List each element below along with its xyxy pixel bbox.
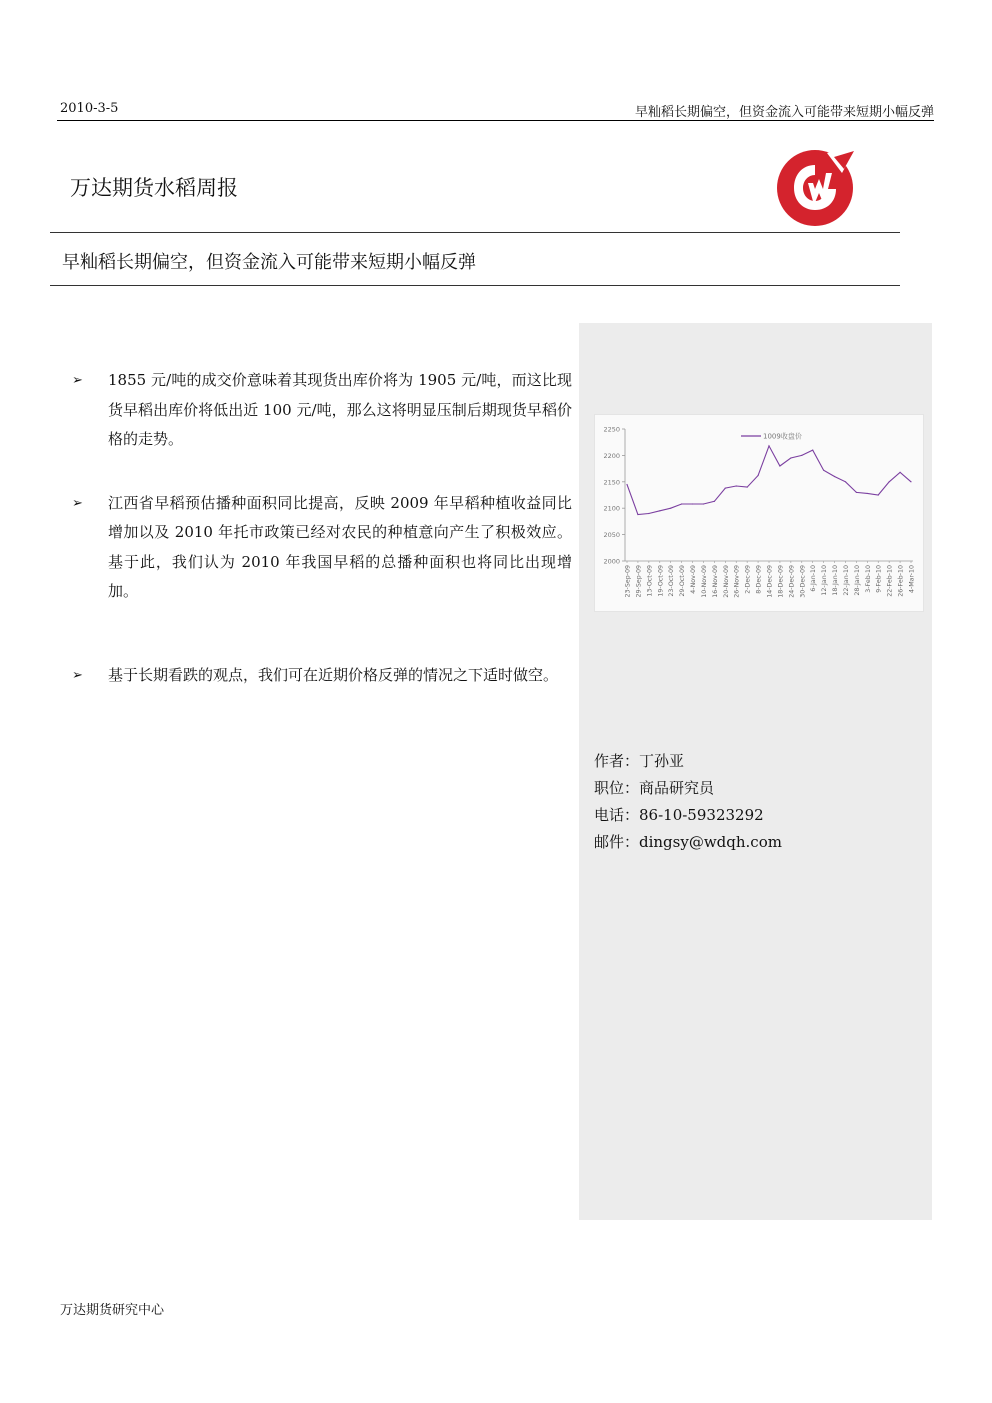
price-chart: [594, 414, 924, 612]
x-tick-label: 13-Oct-09: [646, 565, 654, 597]
data-point: [670, 508, 671, 509]
data-point: [790, 457, 791, 458]
data-point: [736, 485, 737, 486]
x-tick-label: 26-Nov-09: [733, 565, 741, 598]
data-point: [637, 514, 638, 515]
x-tick-label: 8-Dec-09: [755, 565, 763, 594]
data-point: [910, 481, 911, 482]
company-logo: [772, 143, 862, 228]
y-tick-label: 2200: [603, 451, 620, 460]
price-chart-svg: [595, 415, 923, 611]
x-tick-label: 28-Jan-10: [853, 565, 861, 596]
x-tick-label: 23-Sep-09: [624, 565, 632, 598]
arrow-bullet-icon: ➢: [72, 667, 83, 683]
data-point: [747, 486, 748, 487]
x-tick-label: 12-Jan-10: [821, 565, 829, 596]
key-point-text: 江西省早稻预估播种面积同比提高，反映 2009 年早稻种植收益同比增加以及 2010 年托市政策已经对农民的种植意向产生了积极效应。基于此，我们认为 2010 年我国早稻的总播种面积也将同比出现增加。: [108, 493, 572, 600]
header-date: 2010-3-5: [60, 101, 119, 116]
x-tick-label: 24-Dec-09: [788, 565, 796, 598]
x-tick-label: 9-Feb-10: [875, 565, 883, 593]
report-headline: 早籼稻长期偏空，但资金流入可能带来短期小幅反弹: [62, 252, 476, 273]
data-point: [659, 510, 660, 511]
x-tick-label: 23-Oct-09: [668, 565, 676, 597]
author-position: 职位：商品研究员: [594, 779, 715, 797]
x-tick-label: 22-Jan-10: [842, 565, 850, 596]
key-point-item: [72, 366, 572, 455]
data-point: [703, 503, 704, 504]
data-point: [801, 455, 802, 456]
x-tick-label: 16-Nov-09: [711, 565, 719, 598]
x-tick-label: 18-Jan-10: [832, 565, 840, 596]
author-email: 邮件：dingsy@wdqh.com: [594, 833, 782, 851]
data-point: [648, 513, 649, 514]
data-point: [812, 450, 813, 451]
x-tick-label: 22-Feb-10: [886, 565, 894, 597]
title-divider-top: [50, 232, 900, 233]
data-point: [626, 484, 627, 485]
data-point: [725, 488, 726, 489]
key-point-text: 基于长期看跌的观点，我们可在近期价格反弹的情况之下适时做空。: [108, 665, 559, 684]
data-point: [889, 481, 890, 482]
x-tick-label: 6-Jan-10: [810, 565, 818, 592]
arrow-bullet-icon: ➢: [72, 495, 83, 511]
header-divider: [57, 120, 934, 121]
data-point: [681, 503, 682, 504]
x-tick-label: 2-Dec-09: [744, 565, 752, 594]
data-point: [856, 492, 857, 493]
y-tick-label: 2150: [603, 478, 620, 487]
arrow-bullet-icon: ➢: [72, 373, 83, 388]
x-tick-label: 3-Feb-10: [864, 565, 872, 593]
x-tick-label: 26-Feb-10: [897, 565, 905, 597]
data-point: [779, 465, 780, 466]
x-tick-label: 29-Oct-09: [679, 565, 687, 597]
data-point: [867, 493, 868, 494]
data-point: [845, 481, 846, 482]
x-tick-label: 10-Nov-09: [700, 565, 708, 598]
data-point: [899, 472, 900, 473]
data-point: [878, 494, 879, 495]
y-tick-label: 2250: [603, 425, 620, 434]
data-point: [692, 503, 693, 504]
y-tick-label: 2050: [603, 531, 620, 540]
header-title: 早籼稻长期偏空，但资金流入可能带来短期小幅反弹: [634, 105, 934, 120]
series-line: [627, 446, 911, 515]
key-point-item: [72, 489, 572, 607]
y-tick-label: 2100: [603, 504, 620, 513]
title-divider-bottom: [50, 285, 900, 286]
x-tick-label: 29-Sep-09: [635, 565, 643, 598]
x-tick-label: 18-Dec-09: [777, 565, 785, 598]
data-point: [757, 475, 758, 476]
author-contact-block: [594, 748, 782, 856]
key-points-list: [72, 366, 572, 690]
report-brand-title: 万达期货水稻周报: [70, 176, 238, 200]
key-point-item: [72, 661, 572, 691]
x-tick-label: 20-Nov-09: [722, 565, 730, 598]
author-phone: 电话：86-10-59323292: [594, 806, 764, 824]
data-point: [768, 445, 769, 446]
data-point: [834, 476, 835, 477]
x-tick-label: 4-Nov-09: [690, 565, 698, 594]
x-tick-label: 14-Dec-09: [766, 565, 774, 598]
data-point: [714, 501, 715, 502]
data-point: [823, 470, 824, 471]
key-point-text: 1855 元/吨的成交价意味着其现货出库价将为 1905 元/吨，而这比现货早稻出库价将低出近 100 元/吨，那么这将明显压制后期现货早稻价格的走势。: [108, 371, 572, 448]
legend-label: 1009收盘价: [763, 432, 802, 441]
y-tick-label: 2000: [603, 557, 620, 566]
author-name: 作者：丁孙亚: [594, 752, 685, 770]
x-tick-label: 19-Oct-09: [657, 565, 665, 597]
x-tick-label: 4-Mar-10: [908, 565, 916, 594]
x-tick-label: 30-Dec-09: [799, 565, 807, 598]
footer-org: 万达期货研究中心: [60, 1303, 165, 1318]
